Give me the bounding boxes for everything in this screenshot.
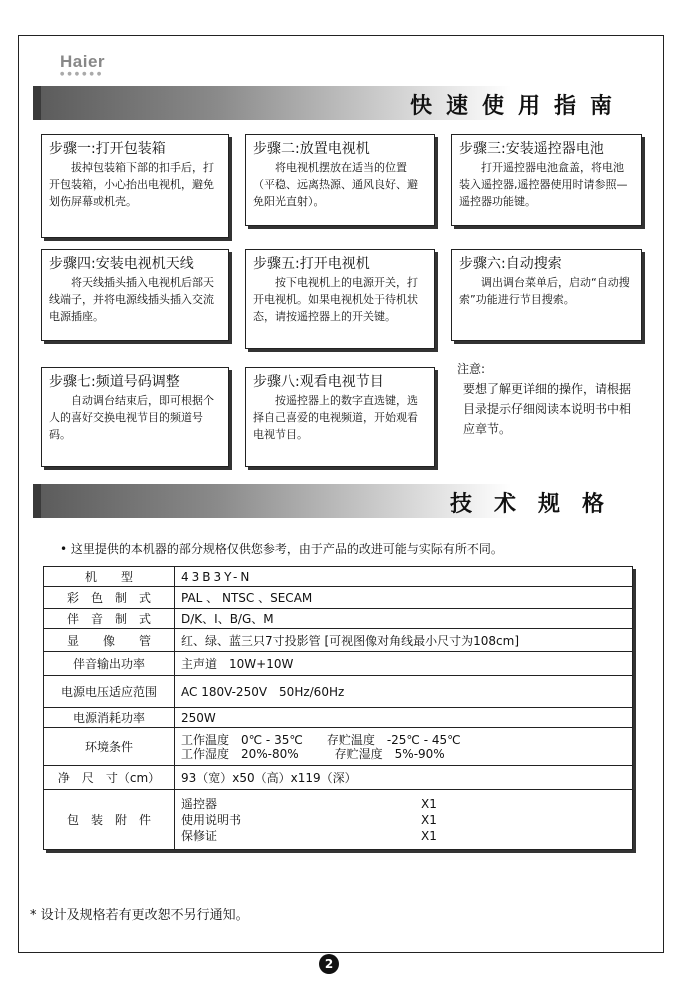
footnote: * 设计及规格若有更改恕不另行通知。: [30, 908, 249, 923]
spec-value: PAL 、 NTSC 、SECAM: [175, 587, 633, 609]
spec-value: D/K、I、B/G、M: [175, 609, 633, 629]
spec-key: 电源消耗功率: [44, 708, 175, 728]
accessory-item: [181, 796, 626, 812]
spec-row-model: [44, 567, 633, 587]
step-7: [41, 367, 229, 467]
spec-row-sound-system: [44, 609, 633, 629]
step-1-head: 步骤一:打开包装箱: [49, 141, 166, 157]
step-6-head: 步骤六:自动搜索: [459, 256, 562, 272]
spec-key: 电源电压适应范围: [44, 676, 175, 708]
step-2-head: 步骤二:放置电视机: [253, 141, 370, 157]
step-8: [245, 367, 435, 467]
accessory-qty: X1: [421, 828, 437, 843]
spec-row-tube: [44, 629, 633, 652]
spec-key: 显 像 管: [44, 629, 175, 652]
step-4-body: 将天线插头插入电视机后部天线端子，并将电源线插头插入交流电源插座。: [49, 276, 214, 323]
spec-intro: • 这里提供的本机器的部分规格仅供您参考，由于产品的改进可能与实际有所不同。: [60, 542, 503, 556]
guide-banner: [33, 86, 646, 120]
spec-key: 伴音输出功率: [44, 652, 175, 676]
step-2: [245, 134, 435, 226]
step-4: [41, 249, 229, 341]
spec-value: 43B3Y-N: [175, 567, 633, 587]
spec-title: 技术规格: [449, 492, 626, 517]
accessory-name: 使用说明书: [181, 812, 242, 827]
step-3: [451, 134, 642, 226]
spec-row-accessories: [44, 790, 633, 850]
step-1: [41, 134, 229, 238]
accessory-item: [181, 828, 626, 844]
step-3-head: 步骤三:安装遥控器电池: [459, 141, 604, 157]
spec-value: AC 180V-250V 50Hz/60Hz: [175, 676, 633, 708]
spec-value: 主声道 10W+10W: [175, 652, 633, 676]
note-title: 注意:: [457, 362, 486, 376]
spec-value: 红、绿、蓝三只7寸投影管 [可视图像对角线最小尺寸为108cm]: [175, 629, 633, 652]
spec-table: [43, 566, 633, 850]
spec-key: 彩 色 制 式: [44, 587, 175, 609]
step-7-head: 步骤七:频道号码调整: [49, 374, 180, 390]
step-6-body: 调出调台菜单后，启动“自动搜索”功能进行节目搜索。: [459, 276, 630, 306]
accessory-item: [181, 812, 626, 828]
spec-key: 包 装 附 件: [44, 790, 175, 850]
step-1-body: 拔掉包装箱下部的扣手后，打开包装箱，小心抬出电视机，避免划伤屏幕或机壳。: [49, 161, 214, 208]
step-5: [245, 249, 435, 349]
step-4-head: 步骤四:安装电视机天线: [49, 256, 194, 272]
spec-row-environment: [44, 728, 633, 766]
spec-value: 93（宽）x50（高）x119（深）: [175, 766, 633, 790]
step-5-body: 按下电视机上的电源开关，打开电视机。如果电视机处于待机状态，请按遥控器上的开关键。: [253, 276, 418, 323]
spec-row-color-system: [44, 587, 633, 609]
page-number: 2: [319, 954, 339, 974]
note-body: 要想了解更详细的操作，请根据目录提示仔细阅读本说明书中相应章节。: [463, 382, 632, 436]
accessory-name: 保修证: [181, 828, 218, 843]
spec-value: [175, 728, 633, 766]
brand-logo: Haier: [60, 52, 106, 71]
step-8-body: 按遥控器上的数字直选键，选择自己喜爱的电视频道，开始观看电视节目。: [253, 394, 418, 441]
spec-row-voltage: [44, 676, 633, 708]
spec-banner: [33, 484, 646, 518]
spec-value: [175, 790, 633, 850]
logo-dots: ●●●●●●: [60, 71, 105, 77]
spec-key: 净 尺 寸（cm）: [44, 766, 175, 790]
accessory-qty: X1: [421, 796, 437, 811]
spec-env-line-1: 工作温度 0℃ - 35℃ 存贮温度 -25℃ - 45℃: [181, 732, 461, 747]
guide-title: 快速使用指南: [409, 94, 626, 119]
spec-row-power-consumption: [44, 708, 633, 728]
spec-key: 机 型: [44, 567, 175, 587]
step-3-body: 打开遥控器电池盒盖，将电池装入遥控器,遥控器使用时请参照—遥控器功能键。: [459, 161, 628, 208]
step-7-body: 自动调台结束后，即可根据个人的喜好交换电视节目的频道号码。: [49, 394, 214, 441]
step-2-body: 将电视机摆放在适当的位置（平稳、远离热源、通风良好、避免阳光直射）。: [253, 161, 418, 208]
step-8-head: 步骤八:观看电视节目: [253, 374, 384, 390]
spec-key: 环境条件: [44, 728, 175, 766]
spec-row-dimensions: [44, 766, 633, 790]
accessory-qty: X1: [421, 812, 437, 827]
accessory-name: 遥控器: [181, 796, 218, 811]
note: [457, 359, 637, 439]
spec-key: 伴 音 制 式: [44, 609, 175, 629]
step-6: [451, 249, 642, 341]
spec-env-line-2: 工作湿度 20%-80% 存贮湿度 5%-90%: [181, 746, 445, 761]
spec-row-audio-power: [44, 652, 633, 676]
step-5-head: 步骤五:打开电视机: [253, 256, 370, 272]
spec-value: 250W: [175, 708, 633, 728]
